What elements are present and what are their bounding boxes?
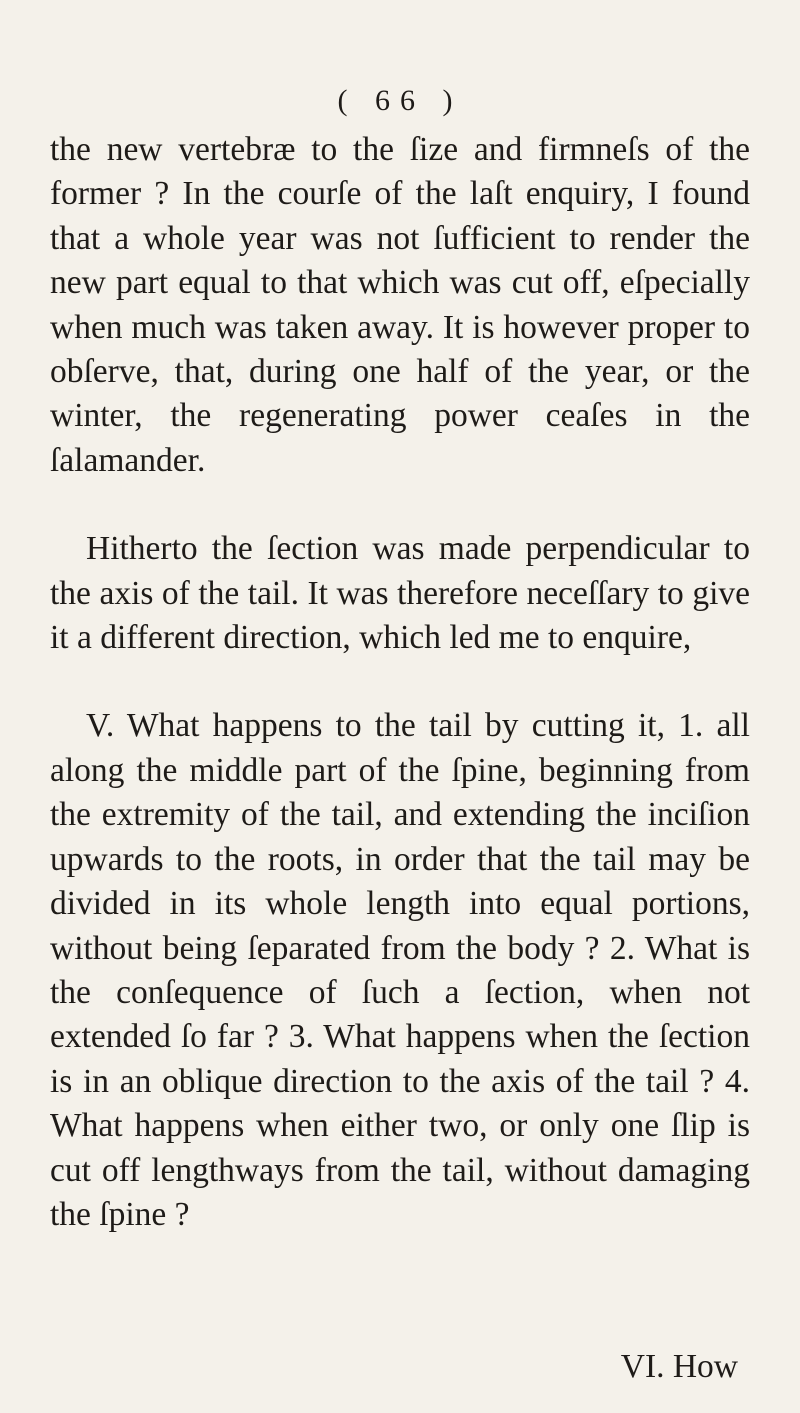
page-number: ( 66 )	[337, 84, 463, 117]
page-body	[50, 128, 750, 1237]
catchword: VI. How	[620, 1348, 738, 1385]
paragraph-gap	[50, 483, 750, 527]
paragraph-3: V. What happens to the tail by cutting it, 1. all along the middle part of the ſpine, beginning from the extremity of the tail, and extending the inciſion upwards to the roots, in order that the tail may be divided in its whole length into equal portions, without being ſeparated from the body ? 2. What is the conſequence of ſuch a ſection, when not extended ſo far ? 3. What happens when the ſection is in an oblique direction to the axis of the tail ? 4. What happens when either two, or only one ſlip is cut off lengthways from the tail, without damaging the ſpine ?	[50, 707, 750, 1233]
paragraph-2: Hitherto the ſection was made perpendicular to the axis of the tail. It was therefore neceſſary to give it a different direction, which led me to enquire,	[50, 530, 750, 657]
paragraph-gap	[50, 660, 750, 704]
paragraph-1: the new vertebræ to the ſize and firmneſs of the former ? In the courſe of the laſt enquiry, I found that a whole year was not ſufficient to render the new part equal to that which was cut off, eſpecially when much was taken away. It is however proper to obſerve, that, during one half of the year, or the winter, the regenerating power ceaſes in the ſalamander.	[50, 131, 750, 479]
